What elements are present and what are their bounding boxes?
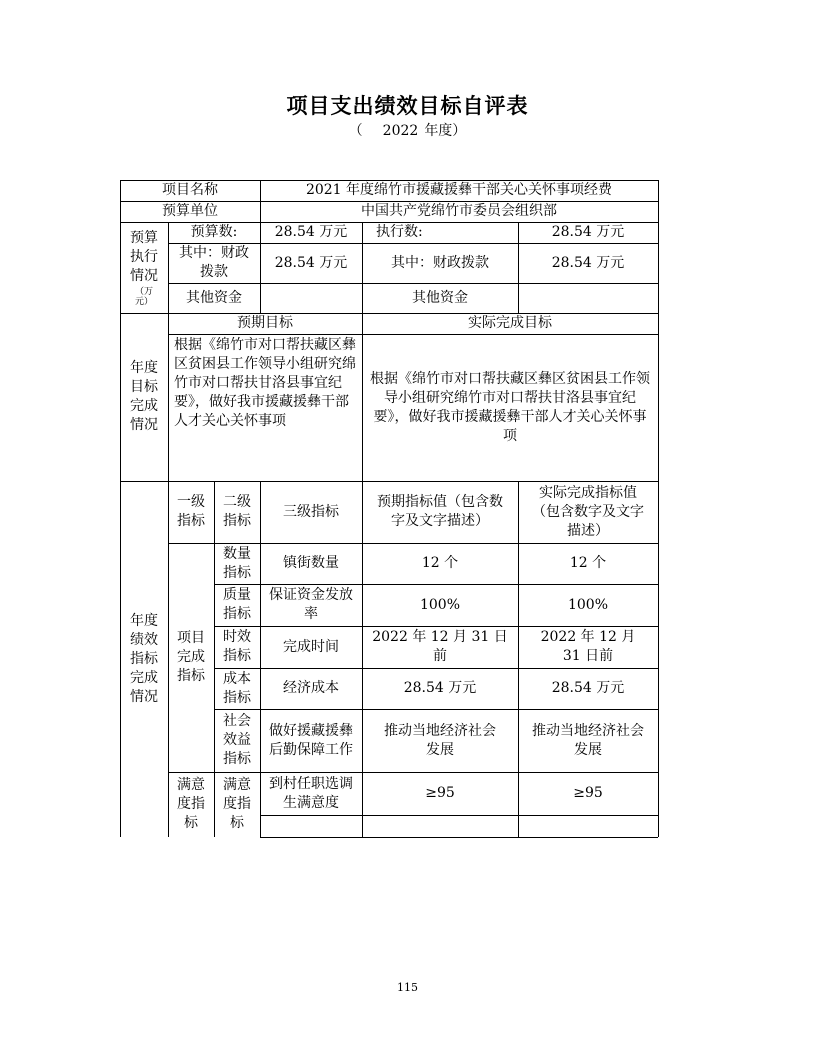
actual-cell: 2022 年 12 月 31 日前 (540, 629, 636, 664)
actual-goal-text: 根据《绵竹市对口帮扶藏区彝区贫困县工作领导小组研究绵竹市对口帮扶甘洛县事宜纪要》，做好我市援藏援彝干部人才关心关怀事项 (370, 370, 650, 444)
subtitle-suffix: 年度） (424, 123, 467, 139)
actual-cell: 推动当地经济社会发展 (532, 722, 644, 758)
actual-cell: 28.54 万元 (551, 680, 625, 696)
level3-cell: 镇街数量 (283, 555, 339, 571)
expected-cell: 2022 年 12 月 31 日前 (372, 629, 508, 664)
level2-cell: 时效指标 (223, 629, 251, 664)
fiscal-funds-value: 28.54 万元 (274, 254, 348, 271)
level3-cell: 完成时间 (283, 638, 339, 655)
level3-cell (260, 815, 362, 837)
performance-label: 年度绩效指标完成情况 (130, 612, 158, 705)
expected-cell: 推动当地经济社会发展 (384, 722, 496, 758)
level2-cell: 满意度指标 (223, 777, 251, 831)
other-funds-value-2 (518, 283, 658, 313)
other-funds-value (260, 283, 362, 313)
project-name-label: 项目名称 (162, 182, 218, 198)
document-subtitle (0, 120, 815, 140)
actual-cell: 12 个 (569, 555, 607, 571)
actual-cell (518, 815, 658, 837)
group-project-completion: 项目完成指标 (177, 630, 205, 684)
budget-execution-unit: （万元） (134, 286, 153, 307)
budget-unit-value: 中国共产党绵竹市委员会组织部 (361, 203, 557, 219)
budget-execution-label-cell (120, 222, 168, 313)
expected-cell: 12 个 (421, 555, 459, 571)
level3-cell: 保证资金发放率 (269, 587, 353, 622)
page-number: 115 (397, 981, 418, 994)
budget-unit-label: 预算单位 (162, 203, 218, 219)
header-level3: 三级指标 (283, 503, 339, 520)
annual-goal-label: 年度目标完成情况 (130, 360, 158, 433)
execution-amount-label: 执行数: (376, 224, 423, 240)
level2-cell: 社会效益指标 (223, 713, 251, 767)
header-level2: 二级指标 (223, 494, 251, 529)
other-funds-label-2: 其他资金 (412, 289, 468, 306)
group-satisfaction: 满意度指标 (177, 777, 205, 831)
level2-cell: 质量指标 (223, 587, 251, 622)
level3-cell: 做好援藏援彝后勤保障工作 (269, 722, 353, 758)
subtitle-year: 2022 (382, 123, 419, 139)
expected-cell: 28.54 万元 (403, 680, 477, 696)
expected-goal-text: 根据《绵竹市对口帮扶藏区彝区贫困县工作领导小组研究绵竹市对口帮扶甘洛县事宜纪要》，做好我市援藏援彝干部人才关心关怀事项 (174, 337, 356, 429)
document-title: 项目支出绩效目标自评表 (286, 94, 529, 118)
fiscal-funds-label: 其中：财政拨款 (179, 245, 249, 280)
subtitle-open: （ (348, 123, 363, 139)
project-name-value: 2021 年度绵竹市援藏援彝干部关心关怀事项经费 (305, 182, 613, 198)
fiscal-funds-value-2: 28.54 万元 (551, 254, 625, 271)
fiscal-funds-label-2: 其中：财政拨款 (391, 254, 489, 271)
header-level1: 一级指标 (177, 494, 205, 529)
actual-cell: 100% (567, 596, 609, 613)
budget-amount-label: 预算数: (190, 224, 238, 240)
level3-cell: 经济成本 (283, 680, 339, 696)
expected-cell: ≥95 (425, 785, 455, 801)
level2-cell: 成本指标 (223, 670, 251, 706)
expected-goal-header: 预期目标 (237, 315, 293, 331)
actual-goal-header: 实际完成目标 (468, 315, 552, 331)
actual-cell: ≥95 (573, 785, 603, 801)
budget-execution-label: 预算执行情况 (130, 229, 158, 284)
execution-amount-value: 28.54 万元 (551, 224, 625, 240)
level2-cell: 数量指标 (223, 545, 251, 581)
level3-cell: 到村任职选调生满意度 (269, 775, 353, 811)
header-expected: 预期指标值（包含数字及文字描述） (377, 494, 503, 529)
budget-amount-value: 28.54 万元 (274, 224, 348, 240)
expected-cell: 100% (419, 596, 461, 613)
other-funds-label: 其他资金 (186, 289, 242, 306)
expected-cell (362, 815, 518, 837)
header-actual: 实际完成指标值（包含数字及文字描述） (532, 484, 644, 539)
